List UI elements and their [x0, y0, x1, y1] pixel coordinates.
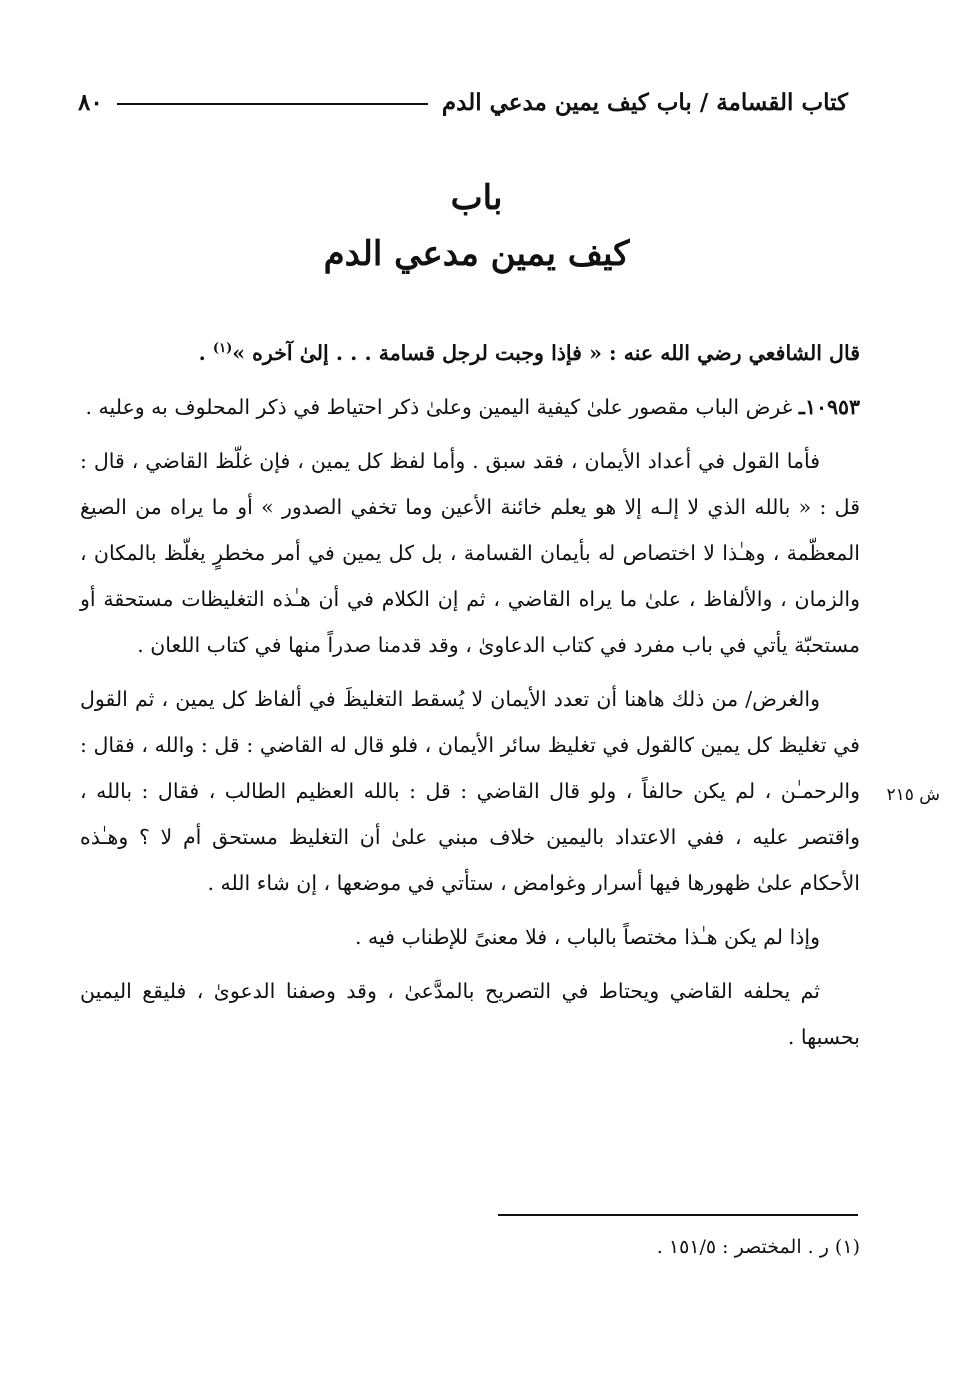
lead-quote	[80, 330, 860, 376]
running-title: كتاب القسامة / باب كيف يمين مدعي الدم	[441, 88, 848, 116]
header-rule	[117, 103, 428, 105]
chapter-label: باب	[450, 178, 503, 218]
main-text	[80, 330, 860, 1068]
paragraph-number: ١٠٩٥٣ـ	[798, 395, 860, 419]
paragraph-5: ثم يحلفه القاضي ويحتاط في التصريح بالمدَّعىٰ ، وقد وصفنا الدعوىٰ ، فليقع اليمين بحسبها .	[80, 979, 860, 1049]
lead-quote-end: .	[198, 341, 213, 365]
margin-note: ش ٢١٥	[886, 785, 940, 805]
paragraph-4: وإذا لم يكن هـٰذا مختصاً بالباب ، فلا معنىً للإطناب فيه .	[354, 925, 820, 949]
paragraph-3: والغرض/ من ذلك هاهنا أن تعدد الأيمان لا يُسقط التغليظَ في ألفاظ كل يمين ، ثم القول في تغليظ كل يمين كالقول في تغليظ سائر الأيمان ، فلو قال له القاضي : قل : والله ، فقال : والرحمـٰن ، لم يكن حالفاً ، ولو قال القاضي : قل : بالله العظيم الطالب ، فقال : بالله ، واقتصر عليه ، ففي الاعتداد باليمين خلاف مبني علىٰ أن التغليظ مستحق أم لا ؟ وهـٰذه الأحكام علىٰ ظهورها فيها أسرار وغوامض ، ستأتي في موضعها ، إن شاء الله .	[80, 687, 860, 895]
paragraph-1	[80, 384, 860, 430]
paragraph-1-text: غرض الباب مقصور علىٰ كيفية اليمين وعلىٰ ذكر احتياط في ذكر المحلوف به وعليه .	[85, 395, 799, 419]
page-number: ٨٠	[78, 88, 103, 116]
footnote: (١) ر . المختصر : ١٥١/٥ .	[656, 1236, 860, 1258]
footnote-reference: (١)	[212, 341, 233, 357]
chapter-title: كيف يمين مدعي الدم	[323, 234, 630, 274]
footnote-rule	[498, 1214, 858, 1216]
lead-quote-text: قال الشافعي رضي الله عنه : « فإذا وجبت لرجل قسامة . . . إلىٰ آخره »	[232, 341, 860, 365]
paragraph-2: فأما القول في أعداد الأيمان ، فقد سبق . وأما لفظ كل يمين ، فإن غلّظ القاضي ، قال : قل : « بالله الذي لا إلـه إلا هو يعلم خائنة الأعين وما تخفي الصدور » أو ما يراه من الصيغ المعظّمة ، وهـٰذا لا اختصاص له بأيمان القسامة ، بل كل يمين في أمر مخطرٍ يغلّظ بالمكان ، والزمان ، والألفاظ ، علىٰ ما يراه القاضي ، ثم إن الكلام في أن هـٰذه التغليظات مستحقة أو مستحبّة يأتي في باب مفرد في كتاب الدعاوىٰ ، وقد قدمنا صدراً منها في كتاب اللعان .	[80, 449, 860, 657]
running-header	[78, 82, 848, 122]
